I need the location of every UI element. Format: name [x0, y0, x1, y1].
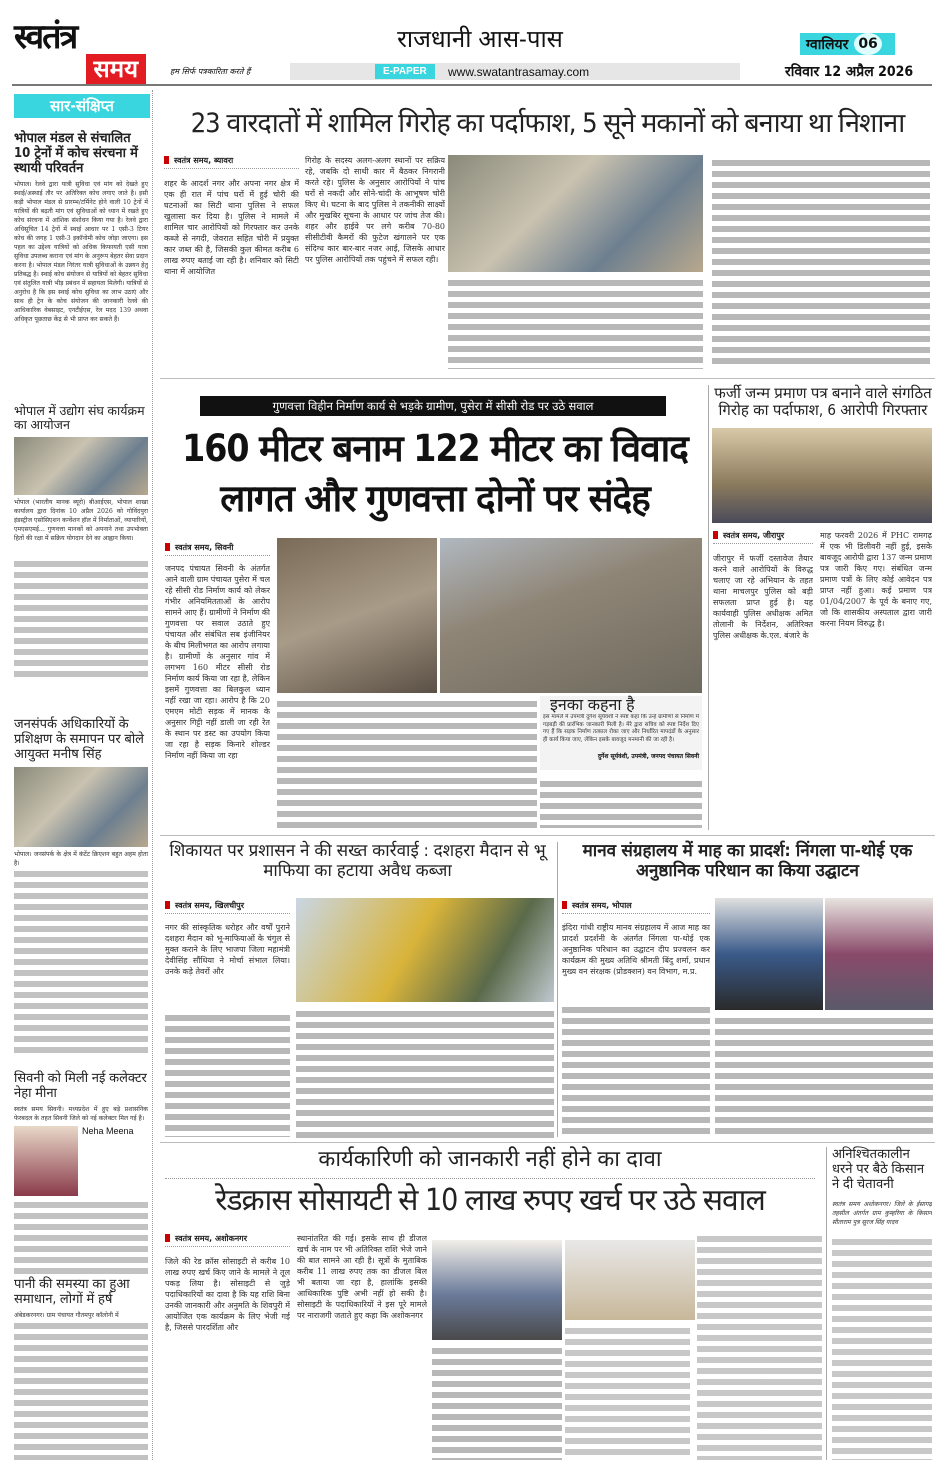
text-lines — [14, 558, 148, 678]
story1-byline: स्वतंत्र समय, ब्यावरा — [164, 155, 299, 169]
quote-author: दुर्गेश सूर्यवंशी, उपमंत्री, जनपद पंचायत सिवनी — [597, 753, 699, 761]
sidebar-headline: भोपाल मंडल से संचालित 10 ट्रेनों में कोच संरचना में स्थायी परिवर्तन — [14, 131, 138, 176]
text-lines — [165, 1012, 290, 1137]
divider — [160, 1142, 935, 1143]
training-photo — [14, 767, 148, 847]
website-link[interactable]: www.swatantrasamay.com — [448, 65, 590, 79]
sidebar-headline: जनसंपर्क अधिकारियों के प्रशिक्षण के समापन पर बोले आयुक्त मनीष सिंह — [14, 717, 144, 762]
text-lines — [277, 698, 537, 828]
story5-col1: इंदिरा गांधी राष्ट्रीय मानव संग्रहालय में आज माह का प्रादर्श प्रदर्शनी के अंतर्गत निंगला पा-थोई एक अनुष्ठानिक परिधान का उद्घाटन दीप प्रज्वलन कर कार्यक्रम की मुख्य अतिथि श्रीमती बिंदु शर्मा, प्रधान मुख्य वन संरक्षक (प्रोडक्शन) वन विभाग, म.प्र. — [562, 923, 710, 976]
collector-portrait — [14, 1126, 78, 1196]
text-lines — [562, 1004, 710, 1137]
sidebar-headline: सिवनी को मिली नई कलेक्टर नेहा मीना — [14, 1071, 147, 1101]
sidebar-article — [14, 1278, 148, 1460]
story2-byline-wrap — [165, 542, 270, 556]
story5-headline: मानव संग्रहालय में माह का प्रादर्श: निंगला पा-थोई एक अनुष्ठानिक परिधान का किया उद्घाटन — [582, 841, 913, 881]
story2-byline: स्वतंत्र समय, सिवनी — [165, 542, 270, 556]
story6-byline-wrap — [165, 1233, 290, 1247]
sidebar-label: सार-संक्षिप्त — [14, 94, 150, 118]
story4-headline: शिकायत पर प्रशासन ने की सख्त कार्रवाई : दशहरा मैदान से भू माफिया का हटाया अवैध कब्जा — [169, 841, 546, 881]
sidebar-article — [14, 404, 148, 678]
text-lines — [832, 1236, 932, 1460]
text-lines — [540, 778, 702, 828]
column-divider — [557, 842, 558, 1137]
story2-photo-right — [440, 538, 702, 693]
epaper-label: E-PAPER — [375, 64, 435, 79]
text-lines — [432, 1345, 562, 1460]
story2-headline-line1: 160 मीटर बनाम 122 मीटर का विवाद — [182, 427, 688, 470]
sidebar-article — [14, 1072, 148, 1274]
quote-box — [540, 696, 702, 770]
logo-top: स्वतंत्र — [14, 17, 77, 57]
quote-body: इस मामले में उपमंत्री दुर्गेश सूर्यवंशी ने स्पष्ट कहा कि उन्हें ग्रामीणों से निर्माण में गड़बड़ी की प्रारंभिक जानकारी मिली है। मेरे द्वारा सचिव को स्पष्ट निर्देश दिए गए हैं कि सड़क निर्माण तत्काल रोका जाए और निर्धारित मापदंडों के अनुसार ही कार्य किया जाए, लेकिन इसके बावजूद मनमानी की जा रही है। — [543, 714, 699, 743]
sidebar-body: भोपाल। जनसंपर्क के क्षेत्र में कंटेंट क्रिएशन बहुत अहम होता है। — [14, 850, 148, 867]
story7-body: स्वतंत्र समय अशोकनगर। जिले के ईसागढ़ तहसील अंतर्गत ग्राम कुम्हरिया के किसान सीताराम पुत्र सूरज सिंह यादव — [832, 1201, 932, 1226]
sidebar-body: भोपाल (भारतीय मानक ब्यूरो) बीआईएस, भोपाल शाखा कार्यालय द्वारा दिनांक 10 अप्रैल 2026 को गोविंदपुरा इंडस्ट्रीज एसोसिएशन कन्वेंशन हॉल में निर्माताओं, व्यापारियों, एमएसएमई... गुणवत्ता मानकों को अपनाने तथा उपभोक्ता हितों की रक्षा में सक्रिय योगदान देने का आह्वान किया। — [14, 498, 148, 542]
story1-col1: शहर के आदर्श नगर और अपना नगर क्षेत्र में एक ही रात में पांच घरों में हुई चोरी की घटनाओं का सिटी थाना पुलिस ने सफल खुलासा कर दिया है। पुलिस ने मामले में शामिल चार आरोपियों को गिरफ्तार कर उनके कब्जे से नगदी, जेवरात सहित चोरी में प्रयुक्त कार जब्त की है, जिसकी कुल कीमत करीब 6 लाख रुपए बताई जा रही है। शनिवार को सिटी थाना में आयोजित — [164, 179, 299, 276]
text-lines — [296, 1008, 554, 1138]
divider — [160, 835, 935, 836]
story6-headline: रेडक्रास सोसायटी से 10 लाख रुपए खर्च पर उठे सवाल — [215, 1183, 765, 1218]
page-number: 06 — [854, 33, 881, 55]
sidebar-divider — [152, 90, 153, 1460]
story3-photo — [712, 428, 932, 523]
quote-title: इनका कहना है — [550, 695, 635, 714]
text-lines — [14, 868, 148, 1058]
story6-photo — [432, 1240, 562, 1340]
story3-col2: माह फरवरी 2026 में PHC रामगढ़ में एक भी डिलीवरी नहीं हुई, इसके बावजूद आरोपी द्वारा 137 जन्म प्रमाण पत्र जारी किए गए। संबंधित जन्म प्रमाण पत्रों के लिए कोई आवेदन पत्र प्राप्त नहीं हुआ। कई प्रमाण पत्र 01/04/2007 के पूर्व के बनाए गए, जो कि शासकीय अस्पताल द्वारा जारी करना नियम विरुद्ध है। — [820, 531, 932, 628]
story5-photo-left — [715, 898, 823, 1010]
story2-headline-line2: लागत और गुणवत्ता दोनों पर संदेह — [220, 477, 650, 520]
story1-headline: 23 वारदातों में शामिल गिरोह का पर्दाफाश, 5 सूने मकानों को बनाया था निशाना — [190, 108, 905, 139]
story5-photo-right — [825, 898, 933, 1010]
story6-col1: जिले की रेड क्रॉस सोसाइटी से करीब 10 लाख रुपए खर्च किए जाने के मामले ने तूल पकड़ लिया है। सोसाइटी से जुड़े पदाधिकारियों का दावा है कि यह राशि बिना उनकी जानकारी और अनुमति के शिवपुरी में आयोजित एक कार्यक्रम के लिए भेजी गई है, जिससे पारदर्शिता और — [165, 1257, 290, 1332]
story5-byline: स्वतंत्र समय, भोपाल — [562, 900, 710, 914]
issue-date: रविवार 12 अप्रैल 2026 — [785, 64, 914, 80]
story3-byline-wrap — [713, 530, 813, 544]
text-lines — [697, 1233, 822, 1460]
sidebar-body: स्वतंत्र समय सिवनी। मध्यप्रदेश में हुए बड़े प्रशासनिक फेरबदल के तहत सिवनी जिले को नई कलेक्टर मिल गई है। — [14, 1105, 148, 1122]
divider — [160, 378, 935, 379]
story4-col1: नगर की सांस्कृतिक धरोहर और वर्षों पुराने दशहरा मैदान को भू-माफियाओं के चंगुल से मुक्त कराने के लिए भाजपा जिला महामंत्री देवीसिंह सौंधिया ने मोर्चा संभाल लिया। उनके कड़े तेवरों और — [165, 923, 290, 976]
portrait-caption: Neha Meena — [82, 1125, 134, 1136]
story1-col2: गिरोह के सदस्य अलग-अलग स्थानों पर सक्रिय रहे, जबकि दो साथी कार में बैठकर निगरानी करते रहे। पुलिस के अनुसार आरोपियों ने पांच घरों से नकदी और सोने-चांदी के आभूषण चोरी किए थे। घटना के बाद पुलिस ने तकनीकी साक्ष्यों और मुखबिर सूचना के आधार पर जांच तेज की। शहर और हाईवे पर लगे करीब 70-80 सीसीटीवी कैमरों की फुटेज खंगालने पर एक संदिग्ध कार बार-बार नजर आई, जिसके आधार पर पुलिस आरोपियों तक पहुंचने में सफल रही। — [305, 156, 445, 264]
story3-headline: फर्जी जन्म प्रमाण पत्र बनाने वाले संगठित गिरोह का पर्दाफाश, 6 आरोपी गिरफ्तार — [714, 384, 932, 420]
story5-byline-wrap — [562, 900, 710, 914]
story2-col1: जनपद पंचायत सिवनी के अंतर्गत आने वाली ग्राम पंचायत पुसेरा में चल रहे सीसी रोड निर्माण कार्य को लेकर गंभीर अनियमितताओं के आरोप सामने आए हैं। ग्रामीणों ने निर्माण की गुणवत्ता पर सवाल उठाते हुए पंचायत और संबंधित सब इंजीनियर के बीच मिलीभगत का आरोप लगाया है। ग्रामीणों के अनुसार गांव में लगभग 160 मीटर सीसी रोड निर्माण कार्य किया जा रहा है, लेकिन इसमें गुणवत्ता का बिलकुल ध्यान नहीं रखा जा रहा। आरोप है कि 20 एमएम मोटी सड़क में मानक के अनुसार गिट्टी नहीं डाली जा रही रेत के स्थान पर डस्ट का उपयोग किया जा रहा है सड़क किनारे शोल्डर निर्माण नहीं किया जा रहा — [165, 564, 270, 760]
story4-photo — [296, 898, 554, 1002]
text-lines — [448, 277, 703, 369]
story3-byline: स्वतंत्र समय, जीरापुर — [713, 530, 813, 544]
sidebar-body: अंबेडकरनगर। ग्राम पंचायत गौतमपुर कॉलोनी में — [14, 1311, 119, 1319]
story6-kicker: कार्यकारिणी को जानकारी नहीं होने का दावा — [318, 1147, 662, 1172]
story4-byline-wrap — [165, 900, 290, 914]
story2-photo-left — [277, 538, 437, 693]
story1-byline-wrap — [164, 155, 299, 169]
section-title: राजधानी आस-पास — [397, 25, 563, 53]
story7-headline: अनिश्चितकालीन धरने पर बैठे किसान ने दी चेतावनी — [832, 1147, 925, 1192]
sidebar-headline: भोपाल में उद्योग संघ कार्यक्रम का आयोजन — [14, 403, 145, 433]
text-lines — [565, 1325, 690, 1460]
masthead-divider — [12, 84, 932, 86]
logo-bottom: समय — [86, 54, 147, 84]
sidebar-body: भोपाल। रेलवे द्वारा यात्री सुविधा एवं मांग को देखते हुए स्थाई/अस्थाई तौर पर अतिरिक्त कोच लगाए जाते है। इसी कड़ी भोपाल मंडल से प्रारम्भ/टर्मिनेट होने वाली 10 ट्रेनों में यात्रियों की बढ़ती मांग एवं सुविधाओं को ध्यान में रखते हुए कोच संरचना में आंशिक संशोधन किया गया है। रेलवे द्वारा अधिसूचित 14 ट्रेनों में स्थाई आधार पर 1 एसी-3 टियर कोच की जगह 1 एसी-3 इकॉनोमी कोच जोड़ा जाएगा। इस पहल का उद्देश्य यात्रियों को अधिक किफायती एसी यात्रा सुविधा उपलब्ध कराना एवं मांग के अनुरूप बेहतर सेवा प्रदान करना है। भोपाल मंडल निरंतर यात्री सुविधाओं के उन्नयन हेतु प्रतिबद्ध है। स्थाई कोच संयोजन से यात्रियों को बेहतर सुविधा एवं संतुलित यात्री भीड़ प्रबंधन में सहायता मिलेगी। यात्रियों से अनुरोध है कि इस स्थाई कोच सुविधा का लाभ उठाएं और साथ ही ट्रेन के कोच संयोजन की जानकारी रेलवे की आधिकारिक वेबसाइट, एनटीईएस, रेल मदद 139 अथवा अधिकृत पूछताछ केंद्र से भी प्राप्त कर सकते हैं। — [14, 180, 148, 323]
sidebar-article — [14, 718, 148, 1058]
city-name: ग्वालियर — [806, 36, 849, 53]
sidebar-article — [14, 132, 148, 400]
text-lines — [712, 157, 930, 369]
story6-byline: स्वतंत्र समय, अशोकनगर — [165, 1233, 290, 1247]
logo — [14, 17, 146, 84]
story6-col2: स्थानांतरित की गई। इसके साथ ही डीजल खर्च के नाम पर भी अतिरिक्त राशि भेजे जाने की बात सामने आ रही है। सूत्रों के मुताबिक करीब 11 लाख रुपए तक का डीजल बिल भी बताया जा रहा है, हालांकि इसकी आधिकारिक पुष्टि अभी नहीं हो सकी है। सोसाइटी के पदाधिकारियों ने इस पूरे मामले पर नाराजगी जताते हुए कहा कि अशोकनगर — [297, 1234, 427, 1320]
text-lines — [14, 1320, 148, 1460]
text-lines — [14, 1199, 148, 1274]
text-lines — [715, 1015, 933, 1137]
story6-photo-2 — [565, 1240, 695, 1320]
column-divider — [708, 385, 709, 830]
sidebar-headline: पानी की समस्या का हुआ समाधान, लोगों में हर्ष — [14, 1277, 130, 1307]
story2-kicker: गुणवत्ता विहीन निर्माण कार्य से भड़के ग्रामीण, पुसेरा में सीसी रोड पर उठे सवाल — [200, 396, 666, 416]
story1-photo — [448, 155, 703, 272]
page-badge — [800, 33, 895, 55]
divider — [165, 1178, 815, 1179]
tagline: हम सिर्फ पत्रकारिता करते हैं — [170, 67, 251, 76]
column-divider — [826, 1147, 827, 1460]
story4-byline: स्वतंत्र समय, खिलचीपुर — [165, 900, 290, 914]
story3-col1: जीरापुर में फर्जी दस्तावेज तैयार करने वाले आरोपियों के विरुद्ध चलाए जा रहे अभियान के तहत थाना माचलपुर पुलिस को बड़ी सफलता प्राप्त हुई है। यह कार्यवाही पुलिस अधीक्षक अमित तोलानी के निर्देशन, अतिरिक्त पुलिस अधीक्षक के.एल. बंजारे के — [713, 554, 813, 640]
event-photo — [14, 437, 148, 495]
